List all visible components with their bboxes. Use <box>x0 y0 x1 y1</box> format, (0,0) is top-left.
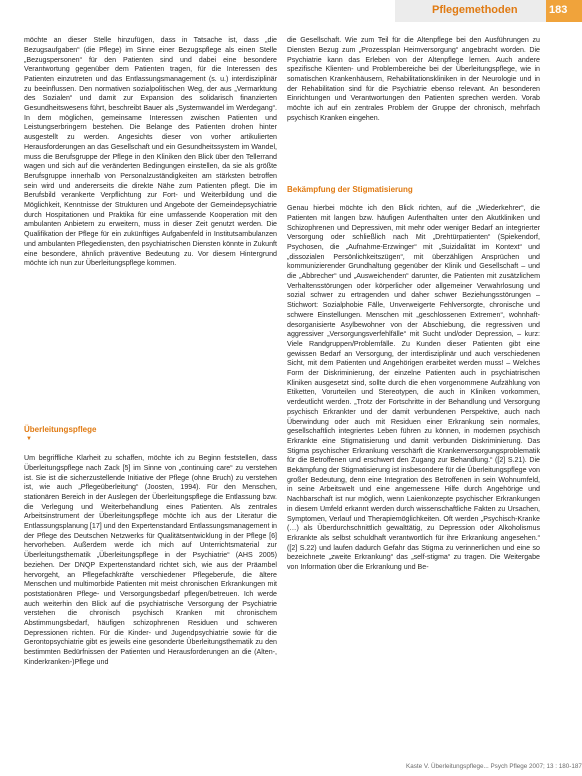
left-column-body-top <box>24 29 277 421</box>
right-column-body-top <box>287 29 540 179</box>
section-heading-ueberleitungspflege: Überleitungspflege <box>24 425 97 434</box>
heading-marker-icon: ▼ <box>26 436 32 442</box>
section-title: Pflegemethoden <box>432 4 518 16</box>
right-paragraph-bottom: Genau hierbei möchte ich den Blick richten, auf die „Wiederkehrer“, die Patienten mit langen bzw. häufigen Aufenthalten unter den Akutkliniken und Schizophrenen und Depressiven, mit mehr oder weniger Bedarf an integrierter Versorgung oder schließlich nach Mit „Drehtürpatienten“ (Spiekendorf, Psychosen, die „Aufnahme-Erzwinger“ mit „Suizidalität im Kontext“ und „dissozialen Persönlichkeitszügen“, mit überzähligen Ansprüchen und kommunizierender Grundhaltung gegenüber der Klinik und Gesellschaft – und die „Abbrecher“ und „Ausweichenden“ darunter, die Patienten mit zusätzlichem Verhaltensstörungen oder körperlicher oder allgemeiner Verwahrlosung und sozial schwer zu ertragenden und daher schwer Beziehungsstörungen – Stichwort: Sozialphobie Fälle, Unverweigerte Fehlversorgte, chronische und schwere Einstellungen. Menschen mit „geschlossenen Extremen“, wohnhaft-desorganisierte Asylbewohner von der Abschiebung, die regressiven und aggressiver „Versorgungsverfehlfälle“ mit Sucht und/oder Depression, – kurz: Viele Randgruppen/Problemfälle. Zu Kunden dieser Patienten gibt eine gewissen Bedarf an Versorgung, der interdisziplinär und auch verschiedenen Sicht, mit dem Patienten und Angehörigen erarbeitet werden muss! – Welches Form der Diskriminierung, der einzelne Patienten auch in psychiatrischen Kliniken ausgesetzt sind, sollte durch die ehen vorgenommene Aufzählung von Etiketten, Vorurteilen und Stereotypen, die auch in Kliniken vorkommen, verdeutlicht werden. „Trotz der Fortschritte in der Behandlung und Versorgung psychisch Erkrankter und der damit verbundenen Perspektive, auch nach Überwindung oder auch mit Residuen einer Erkrankung sein normales, gesellschaftlich integriertes Leben führen zu können, in modernen psychisch Erkrankte eine Stigmatisierung und damit verbunden Diskriminierung. Das Stigma psychischer Erkrankung verschärft die Krankenversorgungsproblematik für die Betroffenen und erschwert den Zugang zur Behandlung.“ ([2] S.21). Die Bekämpfung der Stigmatisierung ist insbesondere für die Überleitungspflege von großer Bedeutung, denn eine Integration des Betroffenen in sein Wohnumfeld, in seine Arbeitswelt und eine angemessene Hilfe durch Angehörige und Nachbarschaft ist nur möglich, wenn Laienkonzepte psychischer Erkrankungen in diesem Umfeld erkannt werden durch wissenschaftliche Fakten zu Ursachen, Symptomen, Verlauf und Therapiemöglichkeiten. Oft werden „Psychisch-Kranke (…) als Überdurchschnittlich gewalttätig, zu Depression oder Alkoholismus Erkrankte als selbst schuldhaft verantwortlich für ihre Erkrankung angesehen.“ ([2] S.22) und laufen dadurch Gefahr das Stigma zu verinnerlichen und eine so bezeichnete „zweite Erkrankung“ das „self-stigma“ zu tragen. Die Weitergabe von Information über die Erkrankung und Be- <box>287 204 540 572</box>
left-column-body-bottom <box>24 447 277 757</box>
section-heading-stigmatisierung: Bekämpfung der Stigmatisierung <box>287 185 413 194</box>
left-paragraph-top: möchte an dieser Stelle hinzufügen, dass in Tatsache ist, dass „die Bezugsaufgaben“ (die Pflege) im Sinne einer Bezugspflege als einen Stelle „Bezugspersonen“ für den Patienten sind und dabei eine besondere Verantwortung gegenüber dem Patienten tragen, für die Interessen des Patienten einzutreten und das Entlassungsmanagement (s. u.) interdisziplinär zu beeinflussen. Den normativen sozialpolitischen Weg, der aus „Vermarktung des Sozialen“ und damit zur Expansion des solidarisch finanzierten Gesundheitswesens führt, beschreibt Bauer als „Systemwandel im Werdegang“. In dem möglichen, gemeinsame Interessen zwischen Patienten und Leistungserbringern bestehen. Die Belange des Patienten drohen hinter ausgestellt zu werden. Angesichts dieser von vorher artikulierten Herausforderungen an das Gesellschaft und ein Gesundheitssystem im Wandel, muss die Berufsgruppe der Pflege in den Kliniken den Blick über den Tellerrand wagen und sich auf die veränderten Bedingungen einstellen, da sie als größte Berufsgruppe innerhalb von Personalzuständigkeiten am stärksten betroffen sein wird und andererseits die direkte Nähe zum Patienten pflegt. Die im Berufsbild verankerte Verpflichtung zur Fort- und Weiterbildung und die Möglichkeit, Kenntnisse der Strukturen und Angebote der Gemeindepsychiatrie durch Hospitationen und Praktika für eine umfassende Kooperation mit den ambulanten Anbietern zu erweitern, muss in dieser Zeit genutzt werden. Die Qualifikation der Pflege für ein zukünftiges Aufgabenfeld in Institutsambulanzen und ambulanten Pflegediensten, den psychiatrischen Diensten könnte in Zukunft eine besondere, ähnlich präventive Bedeutung zu. Vor diesem Hintergrund möchte ich nun zur Überleitungspflege kommen. <box>24 36 277 268</box>
left-paragraph-bottom: Um begriffliche Klarheit zu schaffen, möchte ich zu Beginn feststellen, dass Überleitungspflege nach Zack [5] im Sinne von „continuing care“ zu verstehen ist. Sie ist die sicherzustellende Initiative der Pflege (ohne Bruch) zu verstehen ist, wie auch „Pflegeüberleitung“ (Joosten, 1994). Für den Menschen, stationären Bereich in der Auslegen der Überleitungspflege die Entlassung bzw. die Verlegung und Weiterbehandlung eines Patienten. Als zentrales Arbeitsinstrument der Überleitungspflege möchte ich aus der Literatur die Entlassungsplanung [17] und den Expertenstandard Entlassungsmanagement in der Pflege des Deutschen Netzwerks für Qualitätsentwicklung in der Pflege [6] hervorheben. Außerdem werde ich mich auf Unterrichtsmaterial zur Überleitungsthematik „Überleitungspflege in der Psychiatrie“ (AHS 2005) beziehen. Der DNQP Expertenstandard richtet sich, wie aus der Präambel hervorgeht, an Pflegefachkräfte verschiedener Pflegeberufe, die ältere Menschen und multimorbide Patienten mit meist chronischen Erkrankungen mit poststationären Pflege- und Versorgungsbedarf pflegen/betreuen. Ich werde auch weiterhin den Blick auf die psychiatrische Versorgung der Psychiatrie verstehen die chronisch psychisch Kranken mit chronischem Abstimmungsbedarf, häufigen schizophrenen Residuen und schweren Depressionen richten. Für die Kinder- und Jugendpsychiatrie sowie für die Gerontopsychiatrie gibt es jeweils eine gesonderte Überleitungsthematik zu den bestimmten Bedürfnissen der Patienten und Herausforderungen an die (Alten-, Kinderkranken-)Pflege und <box>24 454 277 666</box>
page-number: 183 <box>549 4 568 16</box>
right-paragraph-top: die Gesellschaft. Wie zum Teil für die Altenpflege bei den Ausführungen zu Diensten Bezug zum „Prozessplan Heimversorgung“ angebracht worden. Die Psychiatrie kann das Erleben von der Altenpflege lernen. Auch andere spezifische Klienten- und Problembereiche bei der Überleitungspflege, wie in somatischen Krankenhäusern, Rehabilitationskliniken in der Neurologie und in der Rehabilitation sind für die Psychiatrie ebenso relevant. An besonderen Einrichtungen und Verantwortungen den Patienten sprechen werden. Vorab möchte ich auf ein zentrales Problem der Gruppe der chronisch, mehrfach psychisch Kranken eingehen. <box>287 36 540 122</box>
right-column-body-bottom <box>287 197 540 757</box>
citation-footer: Kaste V. Überleitungspflege... Psych Pflege 2007; 13 : 180-187 <box>406 763 582 770</box>
